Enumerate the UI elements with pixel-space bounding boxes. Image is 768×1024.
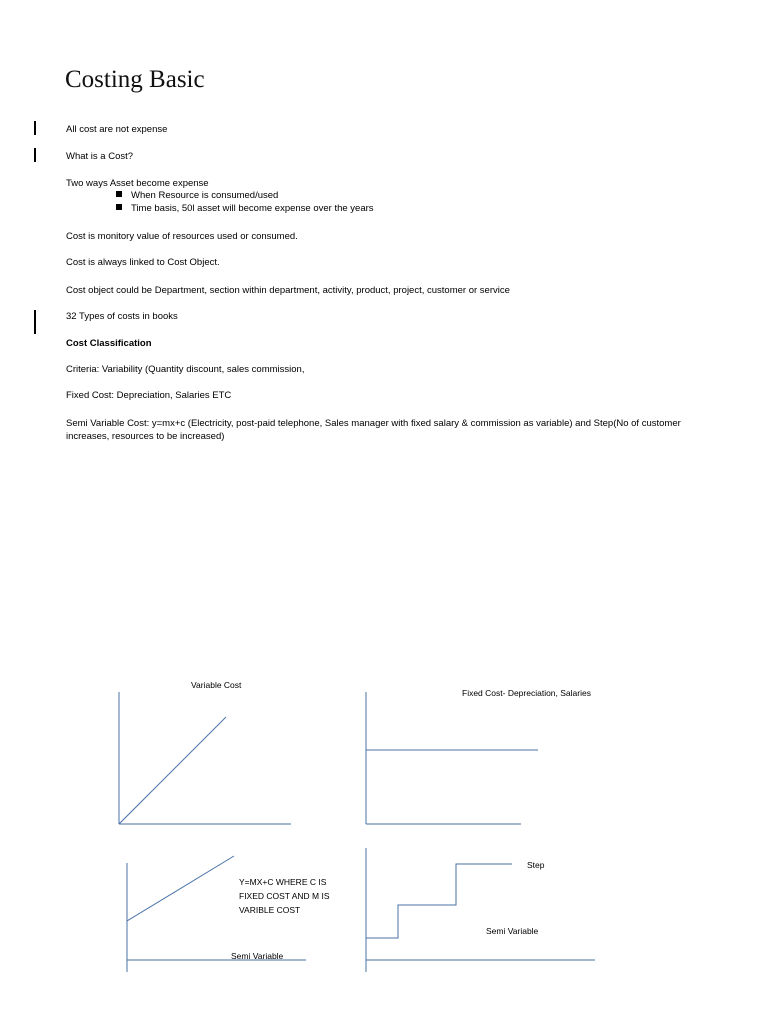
- paragraph: Cost object could be Department, section within department, activity, product, project, customer or service: [66, 285, 510, 296]
- paragraph: What is a Cost?: [66, 151, 134, 162]
- variable-cost-chart: [119, 692, 291, 824]
- fixed-cost-title: Fixed Cost- Depreciation, Salaries: [462, 688, 591, 698]
- variable-cost-title: Variable Cost: [191, 680, 242, 690]
- semi-variable-line: [127, 856, 234, 921]
- semi-variable-note: VARIBLE COST: [239, 905, 301, 915]
- paragraph: Criteria: Variability (Quantity discount, sales commission,: [66, 364, 305, 375]
- paragraph: Cost is always linked to Cost Object.: [66, 257, 220, 268]
- paragraph: Two ways Asset become expense: [66, 178, 209, 189]
- semi-variable-note: Y=MX+C WHERE C IS: [239, 877, 327, 887]
- variable-cost-line: [119, 717, 226, 824]
- step-cost-chart: [366, 848, 595, 972]
- paragraph: 32 Types of costs in books: [66, 311, 178, 322]
- section-heading: Cost Classification: [66, 338, 152, 349]
- step-label: Step: [527, 860, 545, 870]
- semi-variable-label: Semi Variable: [231, 951, 284, 961]
- fixed-cost-chart: [366, 692, 538, 824]
- bullet-text: When Resource is consumed/used: [131, 190, 279, 201]
- paragraph: Semi Variable Cost: y=mx+c (Electricity, post-paid telephone, Sales manager with fixed salary & commission as variable) and Step(No of customer increases, resources to be increased): [66, 418, 681, 442]
- step-semi-variable-label: Semi Variable: [486, 926, 539, 936]
- paragraph: Fixed Cost: Depreciation, Salaries ETC: [66, 390, 232, 401]
- page-title: Costing Basic: [65, 66, 205, 93]
- bullet-text: Time basis, 50l asset will become expense over the years: [131, 203, 374, 214]
- semi-variable-note: FIXED COST AND M IS: [239, 891, 330, 901]
- paragraph: Cost is monitory value of resources used or consumed.: [66, 231, 298, 242]
- paragraph: All cost are not expense: [66, 124, 168, 135]
